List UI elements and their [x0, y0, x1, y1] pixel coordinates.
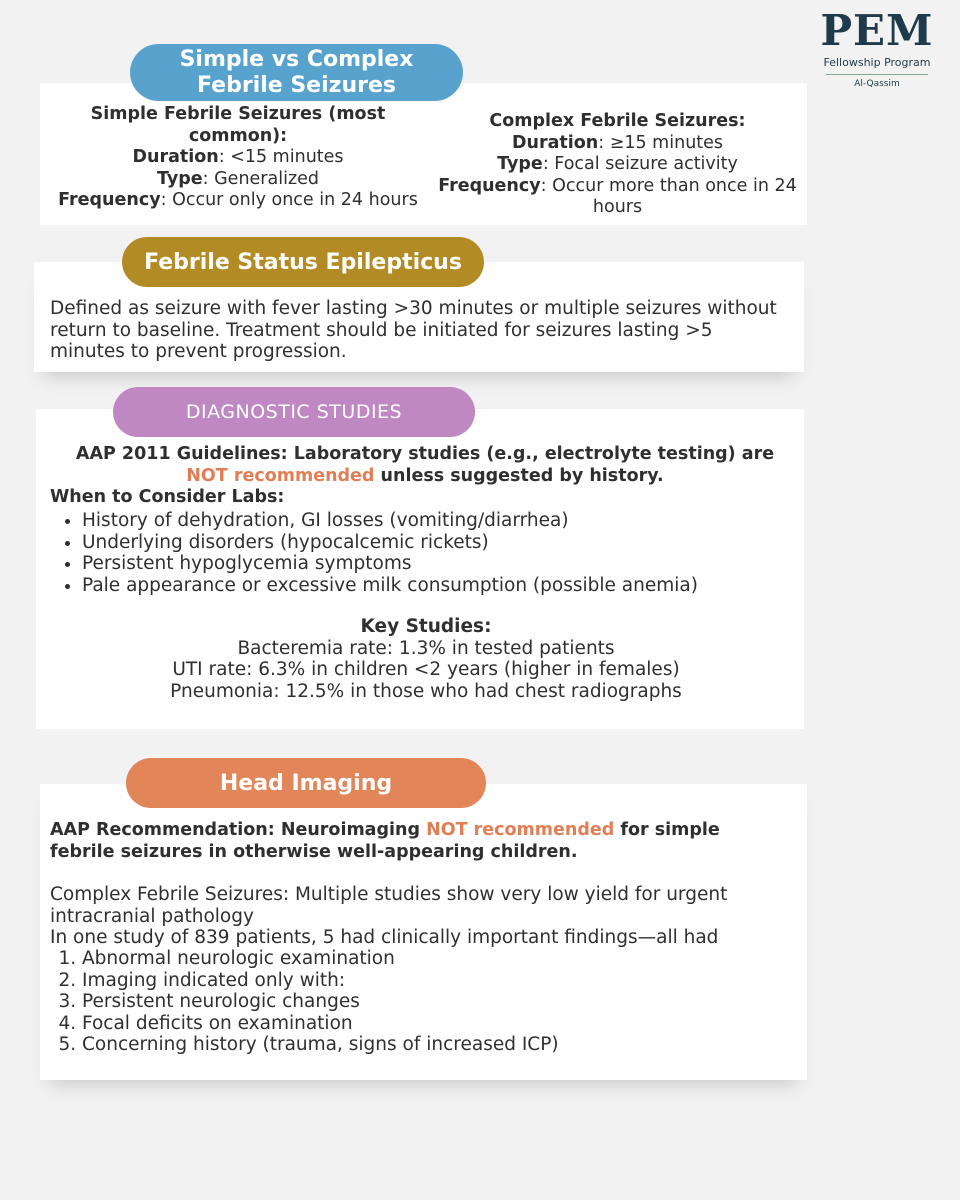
head-imaging-title: Head Imaging: [126, 758, 486, 808]
logo-program: Fellowship Program: [823, 56, 931, 69]
list-item: 3. Persistent neurologic changes: [82, 991, 790, 1013]
key-study-item: Pneumonia: 12.5% in those who had chest radiographs: [170, 680, 682, 702]
diagnostic-guideline: AAP 2011 Guidelines: Laboratory studies (e.g., electrolyte testing) are NOT recommended unless suggested by history.: [75, 444, 775, 486]
key-study-item: Bacteremia rate: 1.3% in tested patients: [237, 637, 615, 659]
study-text: In one study of 839 patients, 5 had clinically important findings—all had: [50, 927, 719, 948]
logo-city: Al-Qassim: [854, 79, 900, 89]
not-recommended-highlight: NOT recommended: [426, 820, 615, 840]
complex-heading: Complex Febrile Seizures:: [489, 111, 746, 131]
head-imaging-complex: [50, 884, 790, 949]
complex-frequency: Frequency: Occur more than once in 24 hours: [438, 175, 797, 217]
when-to-consider-list: [50, 510, 790, 596]
simple-heading: Simple Febrile Seizures (most common):: [90, 104, 386, 146]
list-item: 1. Abnormal neurologic examination: [82, 948, 790, 970]
key-studies: [36, 616, 816, 702]
list-item: 4. Focal deficits on examination: [82, 1013, 790, 1035]
pem-logo: [818, 8, 936, 89]
when-to-consider-heading: When to Consider Labs:: [50, 487, 285, 507]
complex-seizures-column: [430, 111, 805, 219]
simple-frequency: Frequency: Occur only once in 24 hours: [58, 190, 418, 210]
logo-mark: PEM: [820, 6, 934, 55]
key-study-item: UTI rate: 6.3% in children <2 years (higher in females): [172, 659, 680, 680]
complex-duration: Duration: ≥15 minutes: [511, 132, 724, 153]
not-recommended-highlight: NOT recommended: [186, 465, 375, 486]
list-item: • Persistent hypoglycemia symptoms: [82, 553, 790, 575]
list-item: 5. Concerning history (trauma, signs of increased ICP): [82, 1034, 790, 1056]
status-description: Defined as seizure with fever lasting >30 minutes or multiple seizures without return to baseline. Treatment should be initiated for seizures lasting >5 minutes to prevent progression.: [50, 298, 777, 362]
simple-complex-title: Simple vs Complex Febrile Seizures: [130, 44, 463, 101]
logo-divider: [826, 74, 928, 75]
status-title: Febrile Status Epilepticus: [122, 237, 484, 287]
list-item: • Underlying disorders (hypocalcemic rickets): [82, 532, 790, 554]
complex-type: Type: Focal seizure activity: [497, 154, 738, 174]
list-item: • Pale appearance or excessive milk consumption (possible anemia): [82, 575, 790, 597]
list-item: 2. Imaging indicated only with:: [82, 970, 790, 992]
simple-type: Type: Generalized: [156, 168, 320, 189]
head-imaging-recommendation: AAP Recommendation: Neuroimaging NOT recommended for simple febrile seizures in otherwise well-appearing children.: [50, 820, 720, 862]
complex-yield-text: Complex Febrile Seizures: Multiple studies show very low yield for urgent intracranial pathology: [50, 884, 728, 927]
diagnostic-title: DIAGNOSTIC STUDIES: [113, 387, 475, 437]
list-item: • History of dehydration, GI losses (vomiting/diarrhea): [82, 510, 790, 532]
simple-duration: Duration: <15 minutes: [132, 147, 344, 167]
head-imaging-list: [50, 948, 790, 1056]
simple-seizures-column: [48, 104, 428, 212]
key-studies-heading: Key Studies:: [360, 616, 492, 637]
